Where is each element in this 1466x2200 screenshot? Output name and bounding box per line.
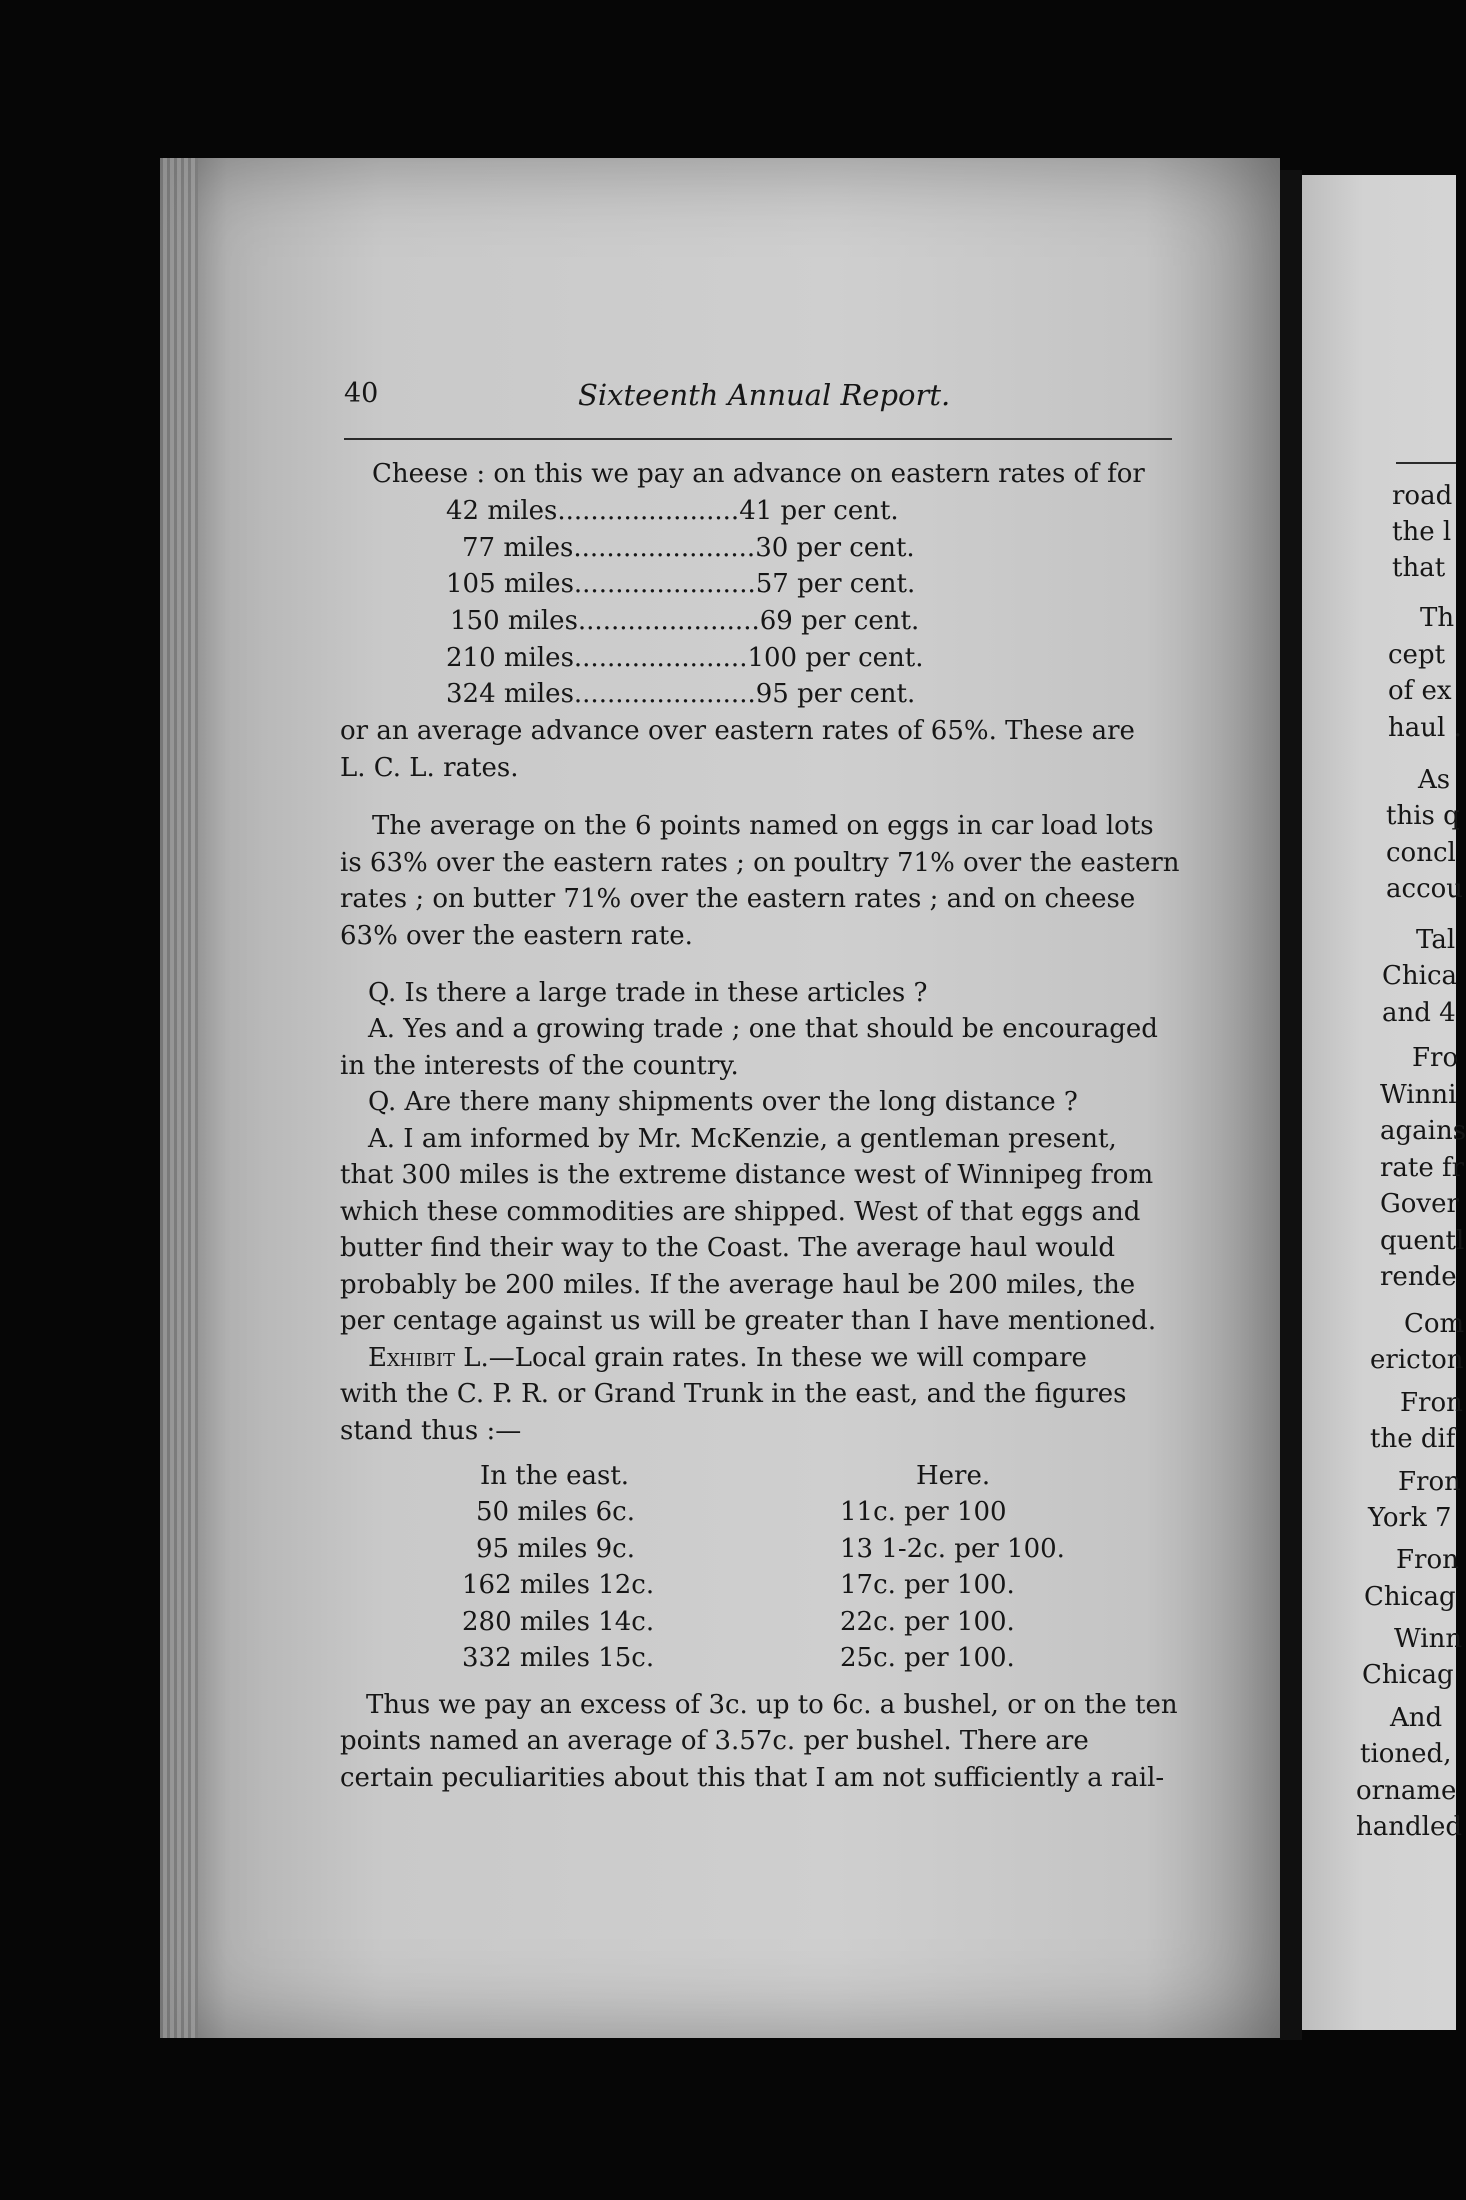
rate-miles: 210 miles bbox=[446, 643, 574, 673]
text-line: 63% over the eastern rate. bbox=[340, 921, 693, 951]
rate-row bbox=[446, 566, 915, 602]
table-cell-east: 280 miles 14c. bbox=[462, 1607, 655, 1637]
right-fragment: quentl bbox=[1380, 1226, 1465, 1256]
right-fragment: rate fr bbox=[1380, 1153, 1465, 1183]
right-fragment: Com bbox=[1404, 1309, 1465, 1339]
right-fragment: Chica bbox=[1382, 961, 1458, 991]
page-title: Sixteenth Annual Report. bbox=[578, 378, 951, 412]
right-fragment: the dif bbox=[1370, 1424, 1456, 1454]
table-cell-here: 22c. per 100. bbox=[840, 1607, 1015, 1637]
text-line: rates ; on butter 71% over the eastern rates ; and on cheese bbox=[340, 884, 1136, 914]
right-fragment: As bbox=[1418, 765, 1451, 795]
rate-value: 41 per cent. bbox=[739, 496, 899, 526]
table-header-here: Here. bbox=[916, 1461, 991, 1491]
right-fragment: Gover bbox=[1380, 1189, 1459, 1219]
right-fragment: rende bbox=[1380, 1262, 1457, 1292]
exhibit-text: —Local grain rates. In these we will compare bbox=[488, 1343, 1087, 1373]
leader-dots: ...................... bbox=[573, 533, 756, 563]
text-line: certain peculiarities about this that I am not sufficiently a rail- bbox=[340, 1763, 1165, 1793]
right-fragment: orname bbox=[1356, 1776, 1457, 1806]
rate-row bbox=[446, 676, 915, 712]
rate-row bbox=[450, 603, 919, 639]
right-fragment: and 4 bbox=[1382, 998, 1456, 1028]
table-cell-here: 25c. per 100. bbox=[840, 1643, 1015, 1673]
table-cell-east: 95 miles 9c. bbox=[476, 1534, 635, 1564]
exhibit-label: Exhibit L. bbox=[368, 1343, 489, 1373]
leader-dots: ...................... bbox=[577, 606, 760, 636]
text-line: stand thus :— bbox=[340, 1416, 522, 1446]
right-fragment: cept bbox=[1388, 640, 1446, 670]
text-line: L. C. L. rates. bbox=[340, 753, 519, 783]
rate-miles: 150 miles bbox=[450, 606, 578, 636]
table-cell-here: 11c. per 100 bbox=[840, 1497, 1007, 1527]
right-fragment: Winni bbox=[1380, 1080, 1457, 1110]
book-gutter bbox=[1280, 170, 1302, 2040]
right-fragment: this q bbox=[1386, 801, 1460, 831]
text-line: that 300 miles is the extreme distance west of Winnipeg from bbox=[340, 1160, 1154, 1190]
table-cell-here: 17c. per 100. bbox=[840, 1570, 1015, 1600]
table-header-east: In the east. bbox=[480, 1461, 630, 1491]
leader-dots: ...................... bbox=[573, 679, 756, 709]
text-line: probably be 200 miles. If the average haul be 200 miles, the bbox=[340, 1270, 1136, 1300]
rate-row bbox=[462, 530, 915, 566]
right-fragment: Fro bbox=[1412, 1043, 1459, 1073]
right-fragment: Chicag bbox=[1364, 1582, 1456, 1612]
right-fragment: Fron bbox=[1400, 1388, 1463, 1418]
right-fragment: ericton bbox=[1370, 1345, 1464, 1375]
rate-miles: 77 miles bbox=[462, 533, 574, 563]
text-line: in the interests of the country. bbox=[340, 1051, 739, 1081]
page-number: 40 bbox=[344, 378, 379, 409]
text-line: with the C. P. R. or Grand Trunk in the east, and the figures bbox=[340, 1379, 1127, 1409]
text-line: points named an average of 3.57c. per bushel. There are bbox=[340, 1726, 1089, 1756]
text-line: The average on the 6 points named on eggs in car load lots bbox=[372, 811, 1154, 841]
text-line: per centage against us will be greater than I have mentioned. bbox=[340, 1306, 1157, 1336]
right-fragment: And bbox=[1390, 1703, 1443, 1733]
right-fragment: Th bbox=[1420, 603, 1455, 633]
right-fragment: haul . bbox=[1388, 713, 1462, 743]
text-line: which these commodities are shipped. West of that eggs and bbox=[340, 1197, 1141, 1227]
text-line: Thus we pay an excess of 3c. up to 6c. a bushel, or on the ten bbox=[366, 1690, 1178, 1720]
text-line: is 63% over the eastern rates ; on poultry 71% over the eastern bbox=[340, 848, 1180, 878]
right-fragment: tioned, bbox=[1360, 1739, 1452, 1769]
table-cell-east: 50 miles 6c. bbox=[476, 1497, 635, 1527]
rate-row bbox=[446, 640, 924, 676]
right-fragment: that bbox=[1392, 553, 1446, 583]
exhibit-line bbox=[368, 1340, 1087, 1376]
right-fragment: road bbox=[1392, 481, 1453, 511]
leader-dots: ..................... bbox=[573, 643, 748, 673]
leader-dots: ...................... bbox=[573, 569, 756, 599]
text-line: butter find their way to the Coast. The average haul would bbox=[340, 1233, 1115, 1263]
right-fragment: Winn bbox=[1394, 1624, 1463, 1654]
rate-value: 30 per cent. bbox=[755, 533, 915, 563]
text-line: Q. Are there many shipments over the long distance ? bbox=[368, 1087, 1078, 1117]
right-fragment: handled bbox=[1356, 1812, 1462, 1842]
rate-miles: 42 miles bbox=[446, 496, 558, 526]
right-fragment: York 7 bbox=[1368, 1503, 1452, 1533]
head-rule bbox=[344, 438, 1172, 440]
right-fragment: Tal bbox=[1416, 925, 1456, 955]
text-line: Q. Is there a large trade in these articles ? bbox=[368, 978, 928, 1008]
running-head bbox=[344, 378, 1174, 418]
right-fragment: of ex bbox=[1388, 676, 1452, 706]
right-fragment: accou bbox=[1386, 874, 1464, 904]
rate-value: 100 per cent. bbox=[747, 643, 924, 673]
rate-miles: 324 miles bbox=[446, 679, 574, 709]
rate-value: 95 per cent. bbox=[755, 679, 916, 709]
rate-miles: 105 miles bbox=[446, 569, 574, 599]
text-line: or an average advance over eastern rates of 65%. These are bbox=[340, 716, 1135, 746]
leader-dots: ...................... bbox=[557, 496, 740, 526]
right-fragment: Fron bbox=[1398, 1467, 1461, 1497]
right-fragment: Fron bbox=[1396, 1545, 1459, 1575]
text-line: A. Yes and a growing trade ; one that should be encouraged bbox=[368, 1014, 1158, 1044]
right-fragment: agains bbox=[1380, 1116, 1466, 1146]
rate-row bbox=[446, 493, 899, 529]
table-cell-east: 332 miles 15c. bbox=[462, 1643, 655, 1673]
text-line: A. I am informed by Mr. McKenzie, a gentleman present, bbox=[368, 1124, 1117, 1154]
rate-value: 69 per cent. bbox=[759, 606, 920, 636]
table-cell-east: 162 miles 12c. bbox=[462, 1570, 655, 1600]
table-cell-here: 13 1-2c. per 100. bbox=[840, 1534, 1065, 1564]
rate-value: 57 per cent. bbox=[755, 569, 916, 599]
right-fragment: Chicag bbox=[1362, 1660, 1454, 1690]
right-fragment: the l bbox=[1392, 517, 1452, 547]
right-fragment: concl bbox=[1386, 838, 1456, 868]
cheese-intro: Cheese : on this we pay an advance on eastern rates of for bbox=[372, 459, 1145, 489]
right-head-rule bbox=[1396, 462, 1456, 464]
